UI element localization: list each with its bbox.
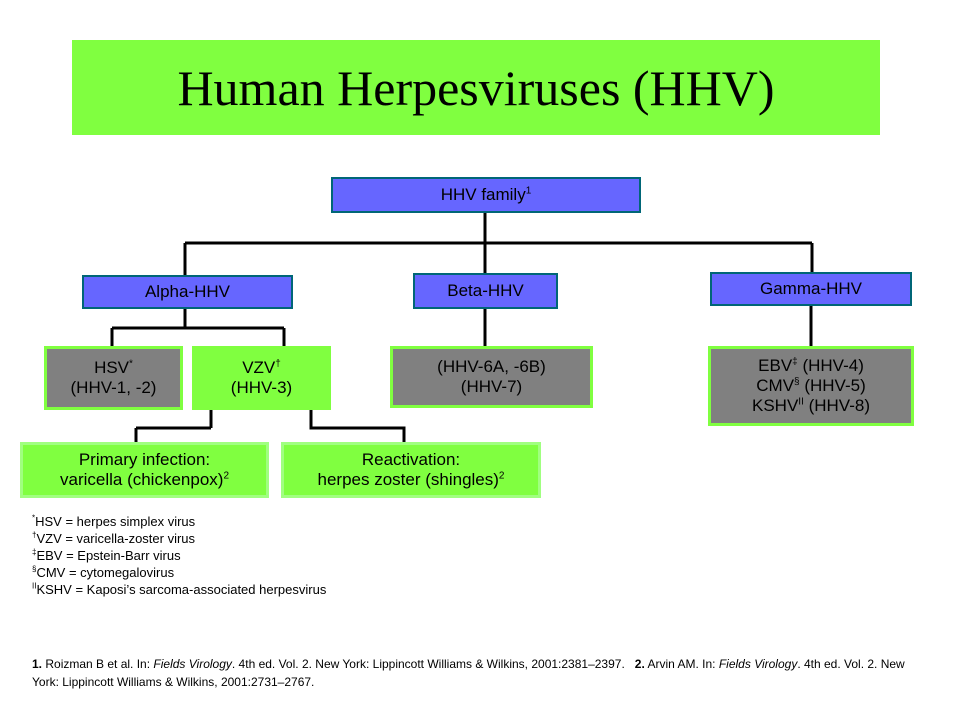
ebv-type: (HHV-4) <box>797 356 864 375</box>
footnote-text: VZV = varicella-zoster virus <box>36 531 196 546</box>
node-vzv <box>192 346 331 410</box>
footnote-kshv <box>32 581 326 598</box>
footnote-mark: † <box>32 530 37 540</box>
hsv-sup: * <box>129 358 133 370</box>
reference-1-authors: Roizman B et al. In: <box>42 657 154 671</box>
ebv-sup: ‡ <box>792 356 798 368</box>
cmv-sup: § <box>794 376 800 388</box>
footnote-mark: * <box>32 513 36 523</box>
footnote-cmv <box>32 564 326 581</box>
primary-infection-line1: Primary infection: <box>78 450 211 469</box>
reference-2-authors: Arvin AM. In: <box>644 657 719 671</box>
hhv-family-sup: 1 <box>525 185 532 197</box>
gamma-hhv-label: Gamma-HHV <box>759 279 862 298</box>
reference-2-details: . 4th ed. Vol. 2. New York: Lippincott Williams & Wilkins, 2001:2731–2767. <box>32 657 905 689</box>
footnote-mark: ‡ <box>32 547 37 557</box>
connector-alpha-split <box>112 309 284 346</box>
hsv-types: (HHV-1, -2) <box>70 378 157 397</box>
vzv-types: (HHV-3) <box>230 378 293 397</box>
node-beta-hhv <box>413 273 558 309</box>
beta-viruses-line2: (HHV-7) <box>460 377 523 396</box>
references <box>32 655 922 691</box>
kshv-label: KSHV <box>752 396 799 415</box>
vzv-label: VZV <box>242 358 276 377</box>
cmv-label: CMV <box>756 376 795 395</box>
reference-1-details: . 4th ed. Vol. 2. New York: Lippincott Williams & Wilkins, 2001:2381–2397. <box>231 657 625 671</box>
node-gamma-hhv <box>710 272 912 306</box>
footnote-ebv <box>32 547 326 564</box>
page-title: Human Herpesviruses (HHV) <box>177 59 775 116</box>
primary-infection-line2: varicella (chickenpox) <box>59 470 224 489</box>
footnote-vzv <box>32 530 326 547</box>
footnote-text: KSHV = Kaposi’s sarcoma-associated herpesvirus <box>36 582 327 597</box>
node-hhv-family <box>331 177 641 213</box>
beta-hhv-label: Beta-HHV <box>447 281 524 300</box>
footnote-mark: § <box>32 564 37 574</box>
reactivation-sup: 2 <box>498 470 505 482</box>
footnote-mark: II <box>32 581 37 591</box>
hhv-family-label: HHV family <box>440 185 526 204</box>
reactivation-line2: herpes zoster (shingles) <box>317 470 499 489</box>
footnote-text: HSV = herpes simplex virus <box>35 514 196 529</box>
primary-infection-sup: 2 <box>223 470 229 482</box>
footnotes <box>32 513 326 598</box>
kshv-sup: II <box>798 396 804 408</box>
footnote-text: CMV = cytomegalovirus <box>36 565 175 580</box>
node-primary-infection <box>20 442 269 498</box>
footnote-hsv <box>32 513 326 530</box>
hsv-label: HSV <box>94 358 130 377</box>
alpha-hhv-label: Alpha-HHV <box>144 282 231 301</box>
node-alpha-hhv <box>82 275 293 309</box>
node-gamma-viruses <box>708 346 914 426</box>
reference-2-number: 2. <box>634 657 645 671</box>
beta-viruses-line1: (HHV-6A, -6B) <box>437 357 546 376</box>
cmv-type: (HHV-5) <box>799 376 866 395</box>
reference-1-number: 1. <box>32 657 43 671</box>
footnote-text: EBV = Epstein-Barr virus <box>36 548 181 563</box>
vzv-sup: † <box>275 358 281 370</box>
ebv-label: EBV <box>758 356 793 375</box>
connector-vzv-outcomes <box>136 410 404 442</box>
node-hsv <box>44 346 183 410</box>
node-reactivation <box>281 442 541 498</box>
reference-1-source: Fields Virology <box>153 657 232 671</box>
reference-2-source: Fields Virology <box>718 657 798 671</box>
reactivation-line1: Reactivation: <box>361 450 461 469</box>
node-beta-viruses <box>390 346 593 408</box>
kshv-type: (HHV-8) <box>803 396 870 415</box>
